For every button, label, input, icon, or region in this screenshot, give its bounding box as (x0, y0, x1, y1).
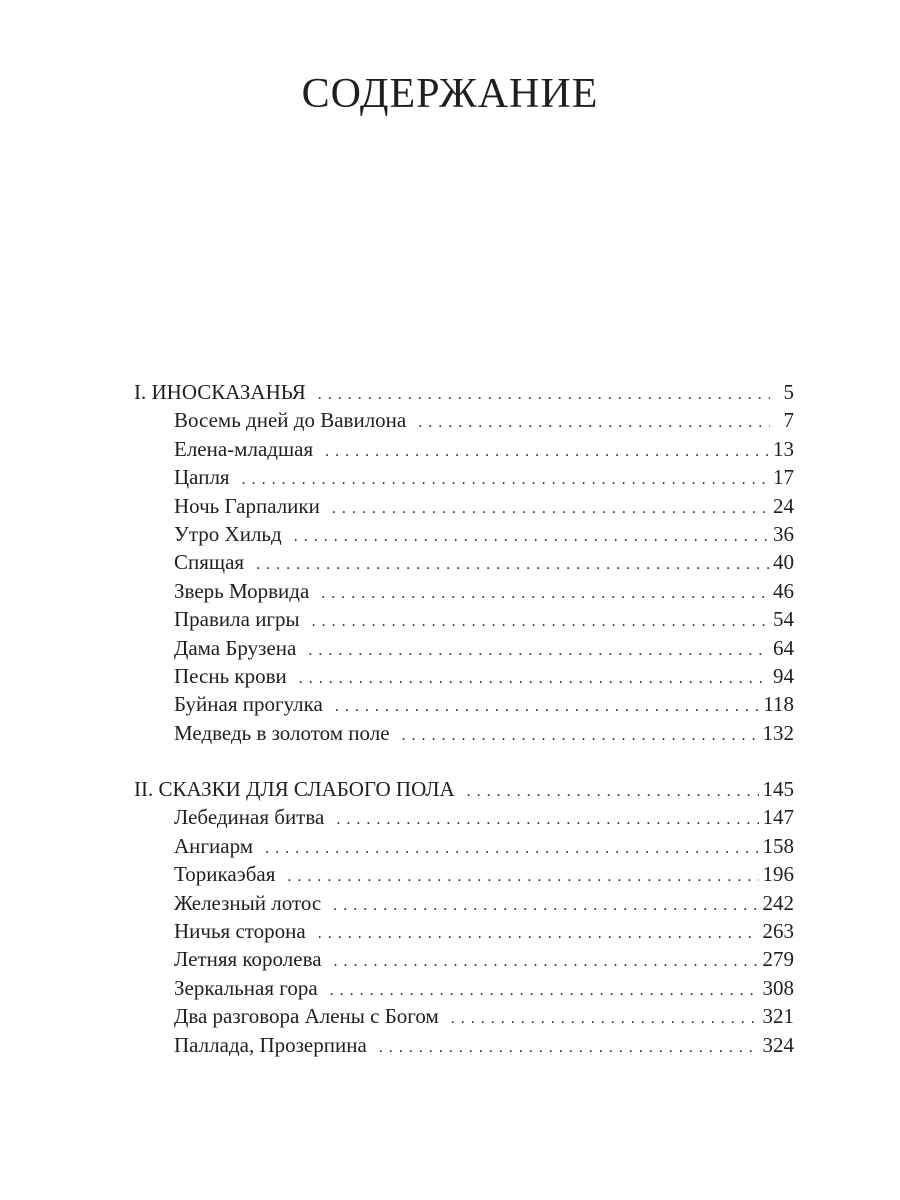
table-of-contents (134, 378, 794, 1059)
entry-title: Летняя королева (174, 947, 322, 972)
dot-leader (402, 722, 759, 750)
page-number: 36 (773, 521, 794, 546)
page-number: 308 (762, 975, 794, 1000)
entry-title: Медведь в золотом поле (174, 720, 390, 745)
page-number: 5 (783, 380, 794, 404)
toc-entry[interactable] (134, 406, 794, 434)
section-heading: I. ИНОСКАЗАНЬЯ (134, 380, 306, 404)
dot-leader (318, 920, 759, 948)
dot-leader (333, 892, 758, 920)
entry-title: Зверь Морвида (174, 578, 310, 603)
entry-title: Торикаэбая (174, 862, 276, 887)
entry-list (134, 406, 794, 747)
page-number: 132 (762, 720, 794, 745)
page-number: 279 (762, 947, 794, 972)
dot-leader (294, 523, 769, 551)
entry-title: Правила игры (174, 607, 300, 632)
section-heading-row[interactable] (134, 775, 794, 803)
entry-title: Песнь крови (174, 663, 287, 688)
page-number: 147 (762, 805, 794, 830)
page-number: 40 (773, 550, 794, 575)
page-number: 24 (773, 493, 794, 518)
entry-title: Восемь дней до Вавилона (174, 408, 407, 433)
toc-entry[interactable] (134, 860, 794, 888)
toc-entry[interactable] (134, 435, 794, 463)
entry-title: Зеркальная гора (174, 975, 318, 1000)
dot-leader (265, 835, 758, 863)
toc-entry[interactable] (134, 719, 794, 747)
dot-leader (321, 580, 769, 608)
entry-title: Ангиарм (174, 833, 254, 858)
page-number: 196 (762, 862, 794, 887)
entry-title: Лебединая битва (174, 805, 325, 830)
page-number: 145 (762, 777, 794, 802)
toc-entry[interactable] (134, 832, 794, 860)
toc-entry[interactable] (134, 605, 794, 633)
toc-entry[interactable] (134, 520, 794, 548)
entry-title: Елена-младшая (174, 436, 314, 461)
dot-leader (334, 948, 759, 976)
page-number: 324 (762, 1032, 794, 1057)
dot-leader (256, 551, 769, 579)
toc-entry[interactable] (134, 690, 794, 718)
dot-leader (330, 977, 759, 1005)
page-number: 13 (773, 436, 794, 461)
toc-entry[interactable] (134, 803, 794, 831)
toc-entry[interactable] (134, 1002, 794, 1030)
dot-leader (325, 438, 769, 466)
toc-entry[interactable] (134, 974, 794, 1002)
page-number: 158 (762, 833, 794, 858)
page-number: 94 (773, 663, 794, 688)
entry-title: Спящая (174, 550, 245, 575)
toc-entry[interactable] (134, 634, 794, 662)
toc-entry[interactable] (134, 662, 794, 690)
page-number: 263 (762, 919, 794, 944)
dot-leader (467, 778, 759, 806)
dot-leader (336, 806, 758, 834)
toc-entry[interactable] (134, 548, 794, 576)
dot-leader (418, 409, 770, 437)
dot-leader (379, 1034, 759, 1062)
entry-title: Два разговора Алены с Богом (174, 1004, 439, 1029)
page-title: СОДЕРЖАНИЕ (301, 71, 599, 117)
entry-title: Утро Хильд (174, 521, 282, 546)
toc-entry[interactable] (134, 577, 794, 605)
toc-section-2 (134, 775, 794, 1059)
entry-title: Цапля (174, 465, 230, 490)
toc-entry[interactable] (134, 1031, 794, 1059)
section-heading-row[interactable] (134, 378, 794, 406)
page-number: 321 (762, 1004, 794, 1029)
toc-entry[interactable] (134, 492, 794, 520)
entry-title: Буйная прогулка (174, 692, 323, 717)
entry-title: Паллада, Прозерпина (174, 1032, 367, 1057)
toc-entry[interactable] (134, 945, 794, 973)
entry-title: Ничья сторона (174, 919, 306, 944)
dot-leader (242, 466, 769, 494)
entry-title: Ночь Гарпалики (174, 493, 320, 518)
toc-entry[interactable] (134, 463, 794, 491)
entry-list (134, 803, 794, 1059)
page-number: 54 (773, 607, 794, 632)
entry-title: Железный лотос (174, 890, 322, 915)
dot-leader (318, 381, 770, 409)
page-number: 118 (763, 692, 794, 717)
page-number: 17 (773, 465, 794, 490)
page-number: 242 (762, 890, 794, 915)
entry-title: Дама Брузена (174, 635, 297, 660)
page-number: 7 (783, 408, 794, 433)
toc-entry[interactable] (134, 917, 794, 945)
page-number: 46 (773, 578, 794, 603)
page-number: 64 (773, 635, 794, 660)
dot-leader (332, 495, 769, 523)
dot-leader (335, 693, 759, 721)
dot-leader (308, 637, 769, 665)
dot-leader (299, 665, 769, 693)
dot-leader (287, 863, 758, 891)
section-heading: II. СКАЗКИ ДЛЯ СЛАБОГО ПОЛА (134, 777, 455, 802)
toc-entry[interactable] (134, 889, 794, 917)
toc-section-1 (134, 378, 794, 747)
dot-leader (312, 608, 769, 636)
dot-leader (451, 1005, 759, 1033)
